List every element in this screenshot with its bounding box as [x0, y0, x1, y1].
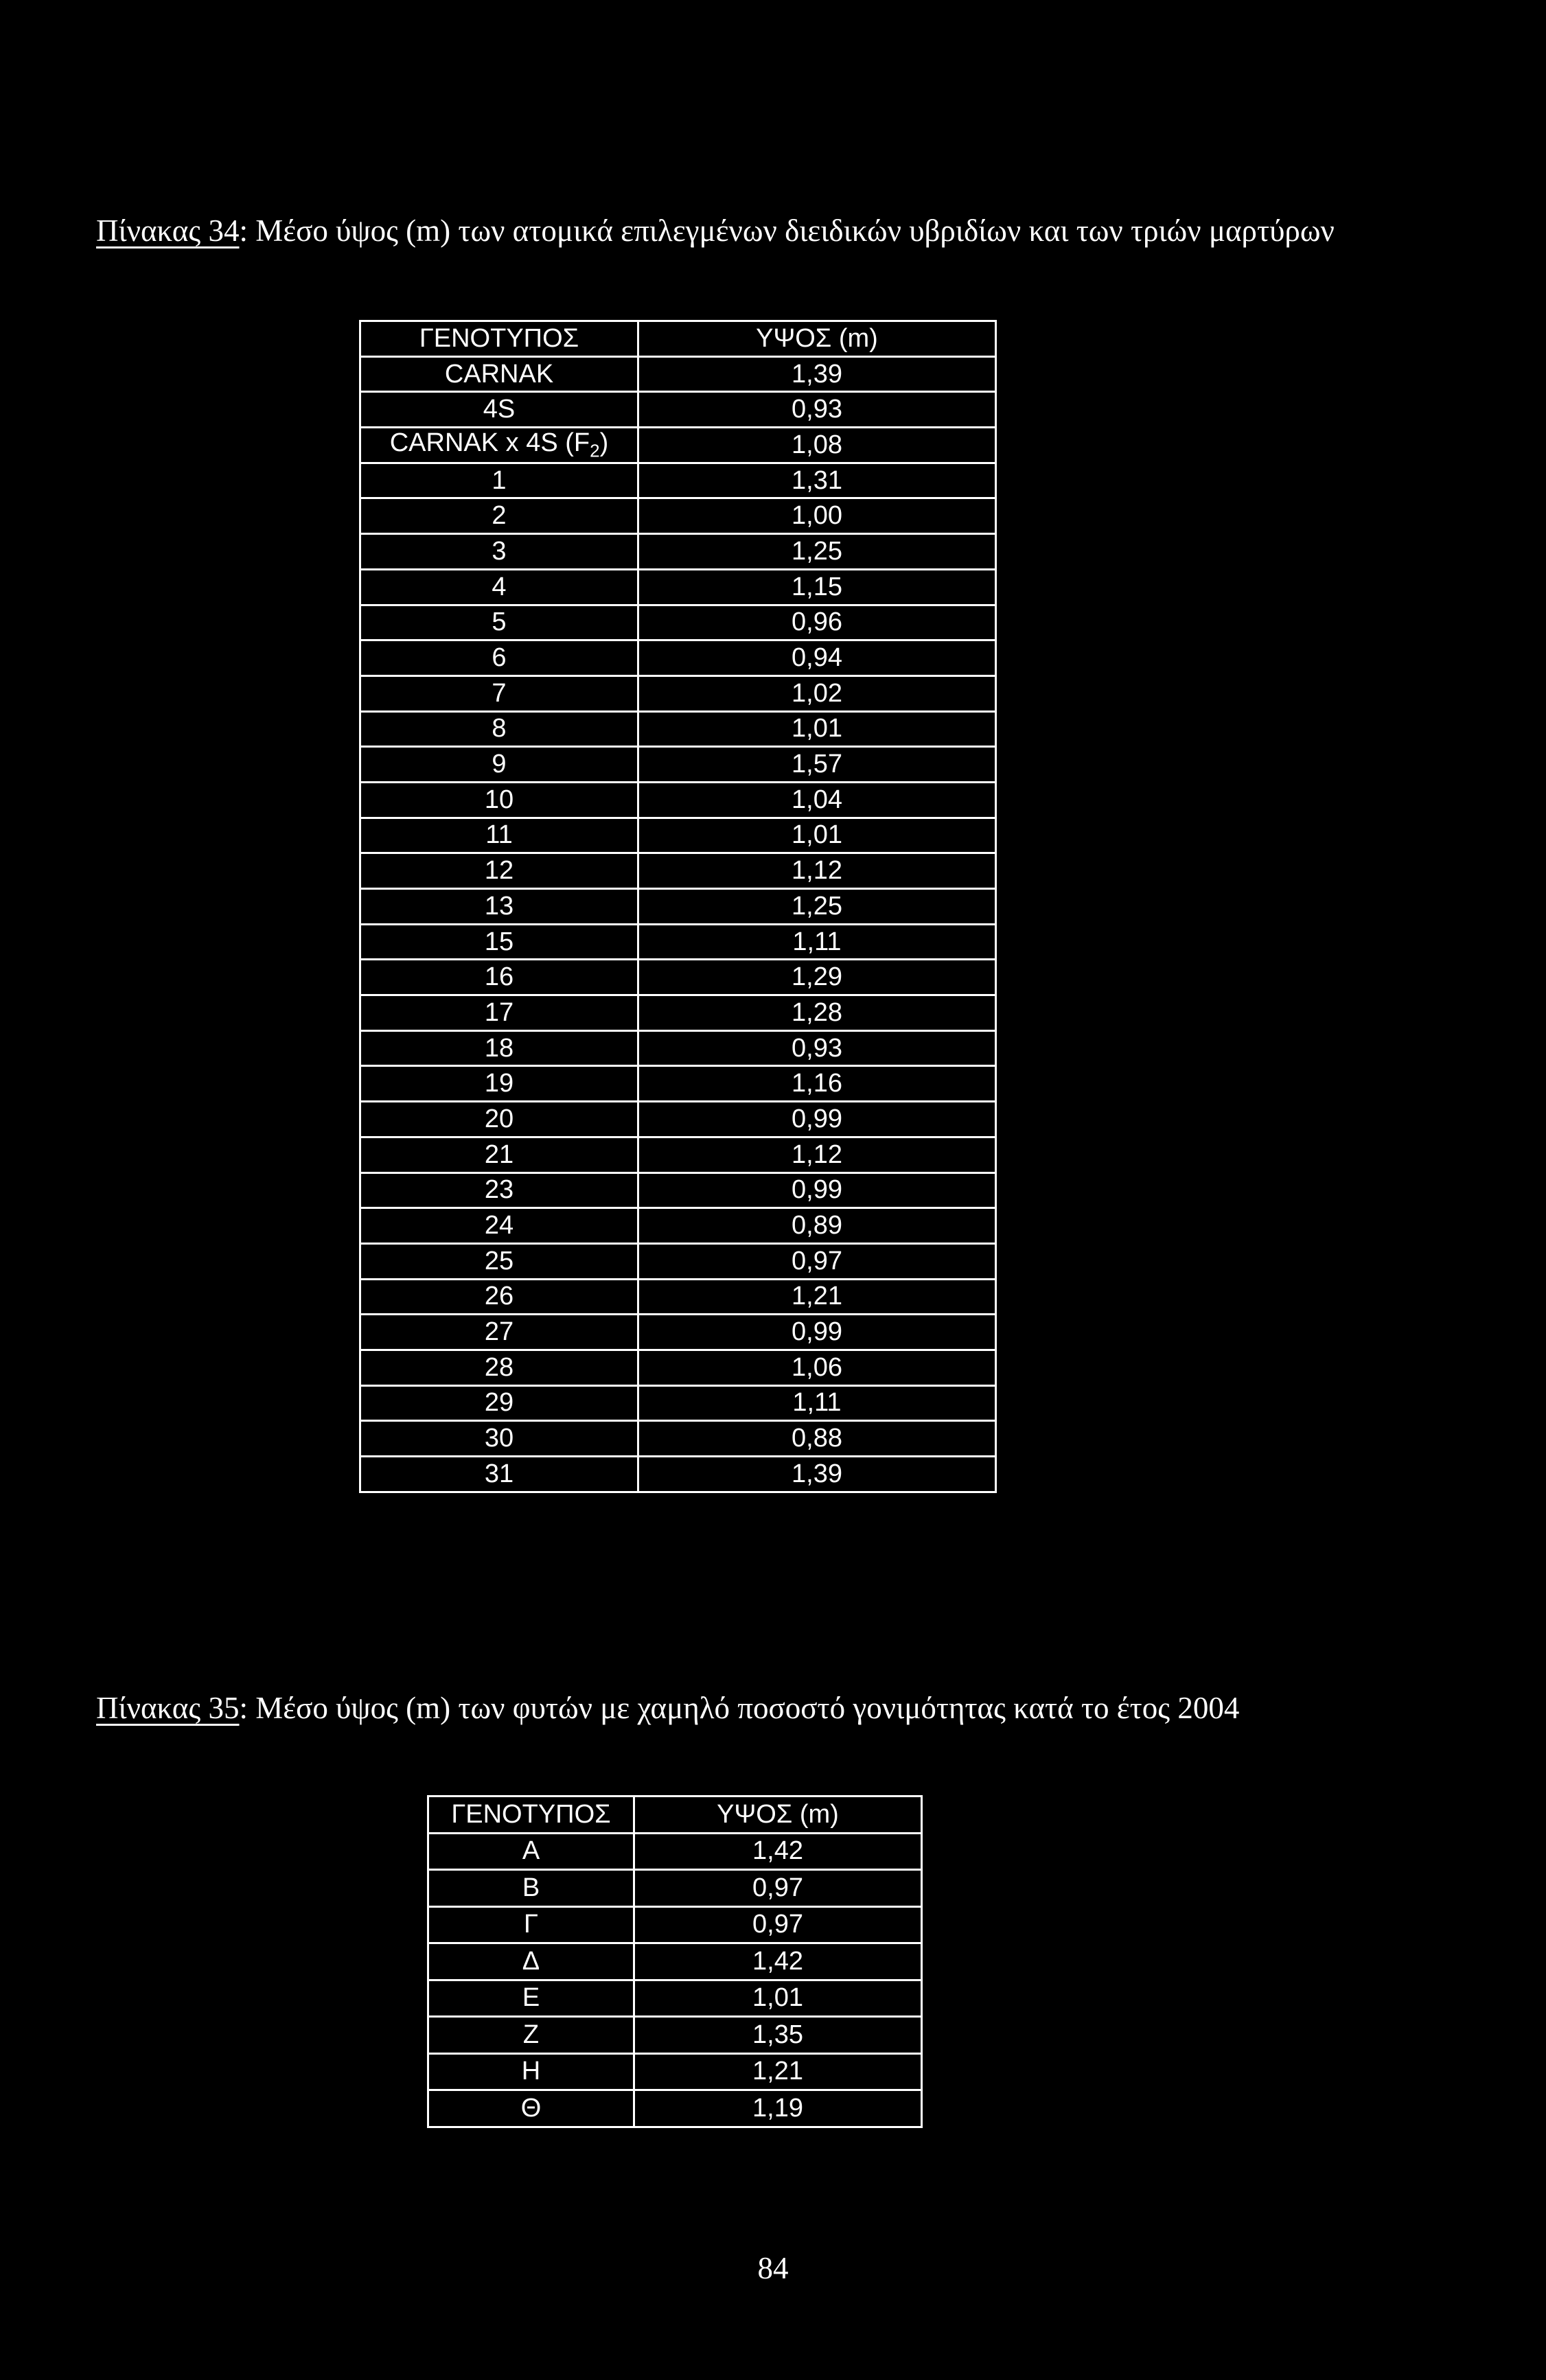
height-cell: 1,25	[638, 534, 996, 570]
table-34-label: Πίνακας 34	[96, 213, 240, 248]
table-35-caption	[96, 1677, 1476, 1739]
genotype-column-header: ΓΕΝΟΤΥΠΟΣ	[360, 321, 638, 357]
height-cell: 1,08	[638, 428, 996, 463]
table-row	[360, 640, 996, 676]
table-row	[360, 428, 996, 463]
genotype-cell: 5	[360, 605, 638, 640]
genotype-cell: 10	[360, 782, 638, 818]
table-row	[360, 1208, 996, 1244]
table-row	[360, 569, 996, 605]
table-row	[360, 889, 996, 925]
table-row	[360, 1066, 996, 1102]
height-cell: 1,01	[638, 818, 996, 853]
table-row	[360, 1421, 996, 1457]
table-row	[360, 960, 996, 995]
height-cell: 1,39	[638, 1457, 996, 1492]
height-cell: 1,12	[638, 1137, 996, 1172]
table-header-row	[428, 1796, 922, 1834]
height-cell: 1,25	[638, 889, 996, 925]
table-row	[360, 995, 996, 1031]
genotype-cell: 27	[360, 1315, 638, 1350]
table-34-caption	[96, 200, 1462, 262]
genotype-cell: 23	[360, 1172, 638, 1208]
genotype-cell: 7	[360, 675, 638, 711]
genotype-cell: Δ	[428, 1943, 634, 1980]
height-cell: 1,29	[638, 960, 996, 995]
genotype-cell: 4	[360, 569, 638, 605]
table-row	[360, 356, 996, 392]
table-row	[360, 782, 996, 818]
genotype-cell: 15	[360, 924, 638, 960]
table-35-label: Πίνακας 35	[96, 1691, 240, 1725]
table-row	[360, 1385, 996, 1421]
genotype-cell: 25	[360, 1243, 638, 1279]
table-row	[428, 2090, 922, 2127]
genotype-cell: 29	[360, 1385, 638, 1421]
genotype-cell: 8	[360, 711, 638, 747]
table-row	[360, 463, 996, 498]
genotype-cell: 13	[360, 889, 638, 925]
height-cell: 1,21	[638, 1279, 996, 1315]
table-34	[359, 320, 997, 1493]
genotype-cell: Ε	[428, 1980, 634, 2017]
height-column-header: ΥΨΟΣ (m)	[638, 321, 996, 357]
table-row	[360, 1457, 996, 1492]
table-row	[360, 1030, 996, 1066]
genotype-cell: 9	[360, 747, 638, 783]
genotype-cell: 28	[360, 1350, 638, 1385]
table-row	[428, 1943, 922, 1980]
genotype-cell: CARNAK x 4S $(F_2)$	[360, 428, 638, 463]
height-cell: 1,16	[638, 1066, 996, 1102]
table-row	[428, 1980, 922, 2017]
height-cell: 0,97	[634, 1870, 922, 1907]
table-row	[428, 1870, 922, 1907]
genotype-cell: Γ	[428, 1906, 634, 1943]
table-row	[428, 1906, 922, 1943]
table-row	[360, 1172, 996, 1208]
table-row	[360, 1315, 996, 1350]
genotype-cell: 17	[360, 995, 638, 1031]
genotype-cell: 19	[360, 1066, 638, 1102]
table-row	[360, 392, 996, 428]
height-cell: 1,31	[638, 463, 996, 498]
genotype-cell: Η	[428, 2053, 634, 2090]
height-column-header: ΥΨΟΣ (m)	[634, 1796, 922, 1834]
height-cell: 1,39	[638, 356, 996, 392]
height-cell: 1,19	[634, 2090, 922, 2127]
genotype-cell: Θ	[428, 2090, 634, 2127]
genotype-cell: Ζ	[428, 2017, 634, 2054]
genotype-cell: Β	[428, 1870, 634, 1907]
genotype-cell: Α	[428, 1833, 634, 1870]
height-cell: 1,02	[638, 675, 996, 711]
table-row	[360, 1243, 996, 1279]
genotype-cell: 24	[360, 1208, 638, 1244]
table-row	[428, 2017, 922, 2054]
table-row	[360, 534, 996, 570]
genotype-column-header: ΓΕΝΟΤΥΠΟΣ	[428, 1796, 634, 1834]
genotype-cell: 18	[360, 1030, 638, 1066]
genotype-cell: 3	[360, 534, 638, 570]
genotype-cell: CARNAK	[360, 356, 638, 392]
page-number: 84	[757, 2251, 789, 2285]
genotype-cell: 2	[360, 498, 638, 534]
genotype-cell: 21	[360, 1137, 638, 1172]
table-row	[360, 711, 996, 747]
table-row	[360, 498, 996, 534]
height-cell: 1,06	[638, 1350, 996, 1385]
table-header-row	[360, 321, 996, 357]
table-row	[428, 1833, 922, 1870]
genotype-cell: 31	[360, 1457, 638, 1492]
height-cell: 1,04	[638, 782, 996, 818]
height-cell: 1,01	[634, 1980, 922, 2017]
table-row	[360, 1102, 996, 1137]
height-cell: 1,12	[638, 853, 996, 889]
table-row	[360, 605, 996, 640]
height-cell: 1,01	[638, 711, 996, 747]
table-row	[360, 1137, 996, 1172]
height-cell: 0,97	[634, 1906, 922, 1943]
height-cell: 0,93	[638, 1030, 996, 1066]
height-cell: 1,11	[638, 1385, 996, 1421]
genotype-cell: 11	[360, 818, 638, 853]
genotype-cell: 20	[360, 1102, 638, 1137]
height-cell: 0,96	[638, 605, 996, 640]
height-cell: 0,99	[638, 1172, 996, 1208]
table-35	[427, 1795, 923, 2128]
height-cell: 0,93	[638, 392, 996, 428]
height-cell: 1,57	[638, 747, 996, 783]
height-cell: 1,21	[634, 2053, 922, 2090]
table-row	[360, 853, 996, 889]
genotype-cell: 30	[360, 1421, 638, 1457]
table-row	[360, 924, 996, 960]
height-cell: 1,00	[638, 498, 996, 534]
genotype-cell: 6	[360, 640, 638, 676]
height-cell: 1,15	[638, 569, 996, 605]
height-cell: 1,35	[634, 2017, 922, 2054]
table-34-caption-text: : Μέσο ύψος (m) των ατομικά επιλεγμένων διειδικών υβριδίων και των τριών μαρτύρων	[239, 213, 1335, 248]
height-cell: 0,88	[638, 1421, 996, 1457]
table-row	[428, 2053, 922, 2090]
genotype-cell: 1	[360, 463, 638, 498]
table-row	[360, 675, 996, 711]
height-cell: 1,42	[634, 1943, 922, 1980]
table-35-caption-text: : Μέσο ύψος (m) των φυτών με χαμηλό ποσοστό γονιμότητας κατά το έτος 2004	[239, 1691, 1240, 1725]
height-cell: 0,89	[638, 1208, 996, 1244]
genotype-cell: 12	[360, 853, 638, 889]
height-cell: 0,97	[638, 1243, 996, 1279]
height-cell: 1,28	[638, 995, 996, 1031]
height-cell: 0,94	[638, 640, 996, 676]
height-cell: 1,11	[638, 924, 996, 960]
table-row	[360, 1350, 996, 1385]
table-row	[360, 747, 996, 783]
height-cell: 0,99	[638, 1102, 996, 1137]
genotype-cell: 4S	[360, 392, 638, 428]
table-row	[360, 818, 996, 853]
height-cell: 0,99	[638, 1315, 996, 1350]
table-row	[360, 1279, 996, 1315]
genotype-cell: 26	[360, 1279, 638, 1315]
genotype-cell: 16	[360, 960, 638, 995]
height-cell: 1,42	[634, 1833, 922, 1870]
